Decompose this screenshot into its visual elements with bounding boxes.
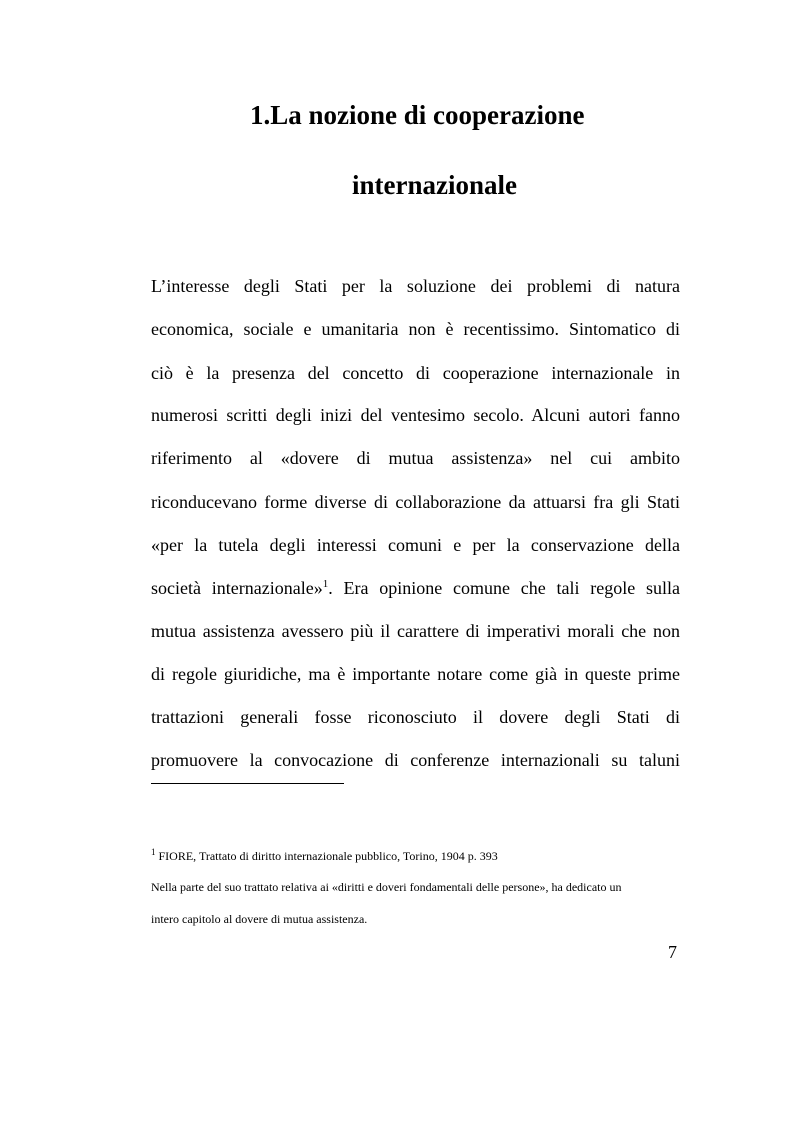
paragraph-line-with-footnote <box>151 577 680 599</box>
paragraph-line: trattazioni generali fosse riconosciuto il dovere degli Stati di <box>151 707 680 727</box>
paragraph-line: promuovere la convocazione di conferenze internazionali su taluni <box>151 750 680 770</box>
paragraph-line: L’interesse degli Stati per la soluzione dei problemi di natura <box>151 276 680 296</box>
chapter-title-text: La nozione di cooperazione <box>270 100 585 130</box>
footnote-separator <box>151 783 344 784</box>
footnote-line-3: intero capitolo al dovere di mutua assistenza. <box>151 912 368 926</box>
paragraph-line: economica, sociale e umanitaria non è recentissimo. Sintomatico di <box>151 319 680 339</box>
footnote-text: FIORE, Trattato di diritto internazionale pubblico, Torino, 1904 p. 393 <box>158 849 498 863</box>
chapter-number: 1. <box>250 100 271 130</box>
paragraph-line: riconducevano forme diverse di collaborazione da attuarsi fra gli Stati <box>151 492 680 512</box>
paragraph-line: di regole giuridiche, ma è importante notare come già in queste prime <box>151 664 680 684</box>
paragraph-line: ciò è la presenza del concetto di cooperazione internazionale in <box>151 363 680 383</box>
footnote-line-2: Nella parte del suo trattato relativa ai «diritti e doveri fondamentali delle persone», ha dedicato un <box>151 880 622 894</box>
paragraph-line: mutua assistenza avessero più il carattere di imperativi morali che non <box>151 621 680 641</box>
paragraph-line: «per la tutela degli interessi comuni e per la conservazione della <box>151 535 680 555</box>
line-text-before: società internazionale» <box>151 578 323 598</box>
footnote-marker: 1 <box>322 578 329 590</box>
paragraph-line: riferimento al «dovere di mutua assistenza» nel cui ambito <box>151 448 680 468</box>
footnote-line-1 <box>151 848 680 864</box>
chapter-title-line-2: internazionale <box>352 170 517 200</box>
paragraph-line: numerosi scritti degli inizi del ventesimo secolo. Alcuni autori fanno <box>151 405 680 425</box>
page-number: 7 <box>668 942 677 962</box>
footnote-number: 1 <box>151 847 156 857</box>
chapter-title-line-1 <box>250 102 690 129</box>
line-text-after: . Era opinione comune che tali regole sulla <box>328 578 681 598</box>
